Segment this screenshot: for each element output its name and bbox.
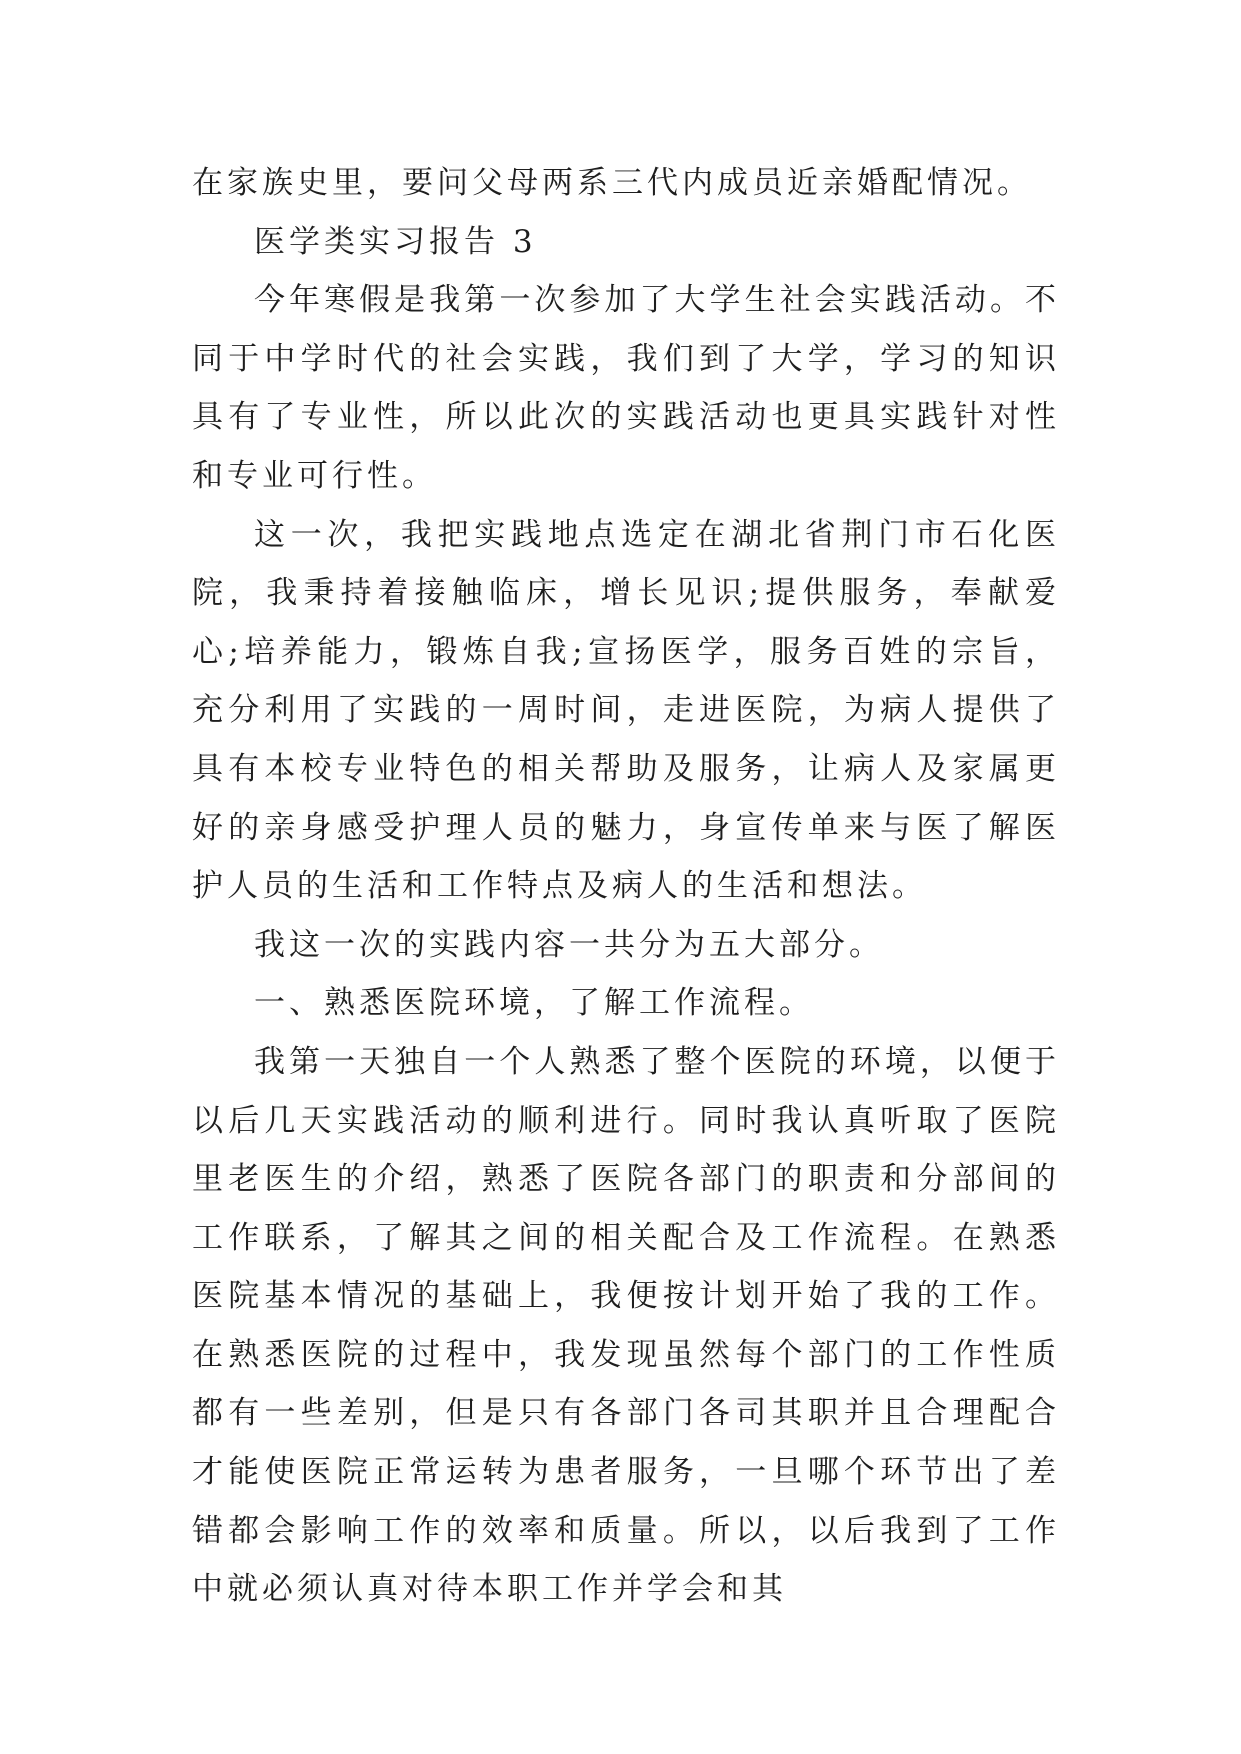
body-text [192,154,1060,1619]
paragraph-first-day: 我第一天独自一个人熟悉了整个医院的环境，以便于以后几天实践活动的顺利进行。同时我认真听取了医院里老医生的介绍，熟悉了医院各部门的职责和分部间的工作联系，了解其之间的相关配合及工作流程。在熟悉医院基本情况的基础上，我便按计划开始了我的工作。在熟悉医院的过程中，我发现虽然每个部门的工作性质都有一些差别，但是只有各部门各司其职并且合理配合才能使医院正常运转为患者服务，一旦哪个环节出了差错都会影响工作的效率和质量。所以，以后我到了工作中就必须认真对待本职工作并学会和其 [192,1043,1060,1608]
paragraph-five-parts: 我这一次的实践内容一共分为五大部分。 [254,926,884,963]
paragraph-winter-practice: 今年寒假是我第一次参加了大学生社会实践活动。不同于中学时代的社会实践，我们到了大学，学习的知识具有了专业性，所以此次的实践活动也更具实践针对性和专业可行性。 [192,282,1060,494]
section-heading-report-3: 医学类实习报告 3 [254,223,537,260]
section-heading-part-one: 一、熟悉医院环境，了解工作流程。 [254,985,814,1022]
paragraph-practice-location: 这一次，我把实践地点选定在湖北省荆门市石化医院，我秉持着接触临床，增长见识;提供服务，奉献爱心;培养能力，锻炼自我;宣扬医学，服务百姓的宗旨，充分利用了实践的一周时间，走进医院，为病人提供了具有本校专业特色的相关帮助及服务，让病人及家属更好的亲身感受护理人员的魅力，身宣传单来与医了解医护人员的生活和工作特点及病人的生活和想法。 [192,516,1060,905]
paragraph-family-history: 在家族史里，要问父母两系三代内成员近亲婚配情况。 [192,165,1032,201]
